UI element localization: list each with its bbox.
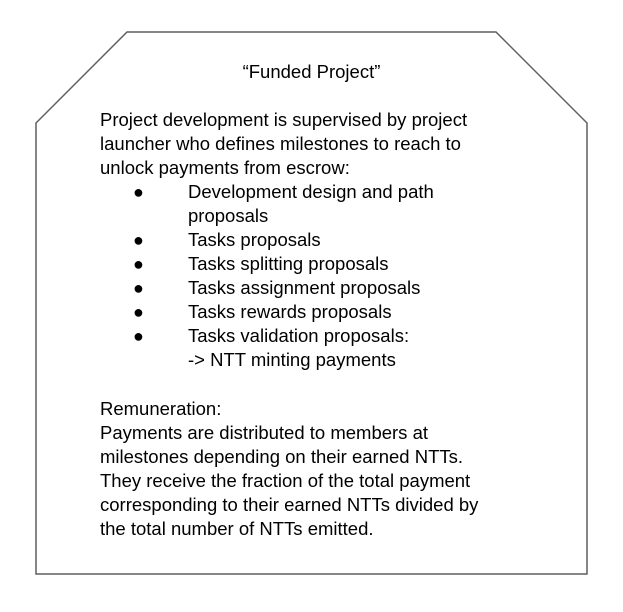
intro-line-3: unlock payments from escrow: bbox=[100, 157, 350, 178]
bullet-marker: ● bbox=[133, 302, 144, 322]
bullet-item-6-line-2: -> NTT minting payments bbox=[188, 349, 396, 370]
bullet-item-1-line-2: proposals bbox=[188, 205, 269, 226]
remuneration-line-1: Payments are distributed to members at bbox=[100, 422, 429, 443]
intro-line-1: Project development is supervised by project bbox=[100, 109, 468, 130]
bullet-marker: ● bbox=[133, 326, 144, 346]
bullet-marker: ● bbox=[133, 182, 144, 202]
bullet-item-2: Tasks proposals bbox=[188, 229, 321, 250]
remuneration-heading: Remuneration: bbox=[100, 398, 222, 419]
bullet-item-6-line-1: Tasks validation proposals: bbox=[188, 325, 410, 346]
bullet-item-4: Tasks assignment proposals bbox=[188, 277, 421, 298]
remuneration-line-2: milestones depending on their earned NTTs. bbox=[100, 446, 464, 467]
bullet-item-1-line-1: Development design and path bbox=[188, 181, 434, 202]
bullet-item-3: Tasks splitting proposals bbox=[188, 253, 389, 274]
remuneration-line-5: the total number of NTTs emitted. bbox=[100, 518, 374, 539]
bullet-item-5: Tasks rewards proposals bbox=[188, 301, 392, 322]
remuneration-line-4: corresponding to their earned NTTs divided by bbox=[100, 494, 479, 515]
bullet-marker: ● bbox=[133, 254, 144, 274]
intro-line-2: launcher who defines milestones to reach to bbox=[100, 133, 461, 154]
bullet-marker: ● bbox=[133, 230, 144, 250]
remuneration-line-3: They receive the fraction of the total payment bbox=[100, 470, 471, 491]
bullet-marker: ● bbox=[133, 278, 144, 298]
card-title: “Funded Project” bbox=[242, 61, 381, 82]
